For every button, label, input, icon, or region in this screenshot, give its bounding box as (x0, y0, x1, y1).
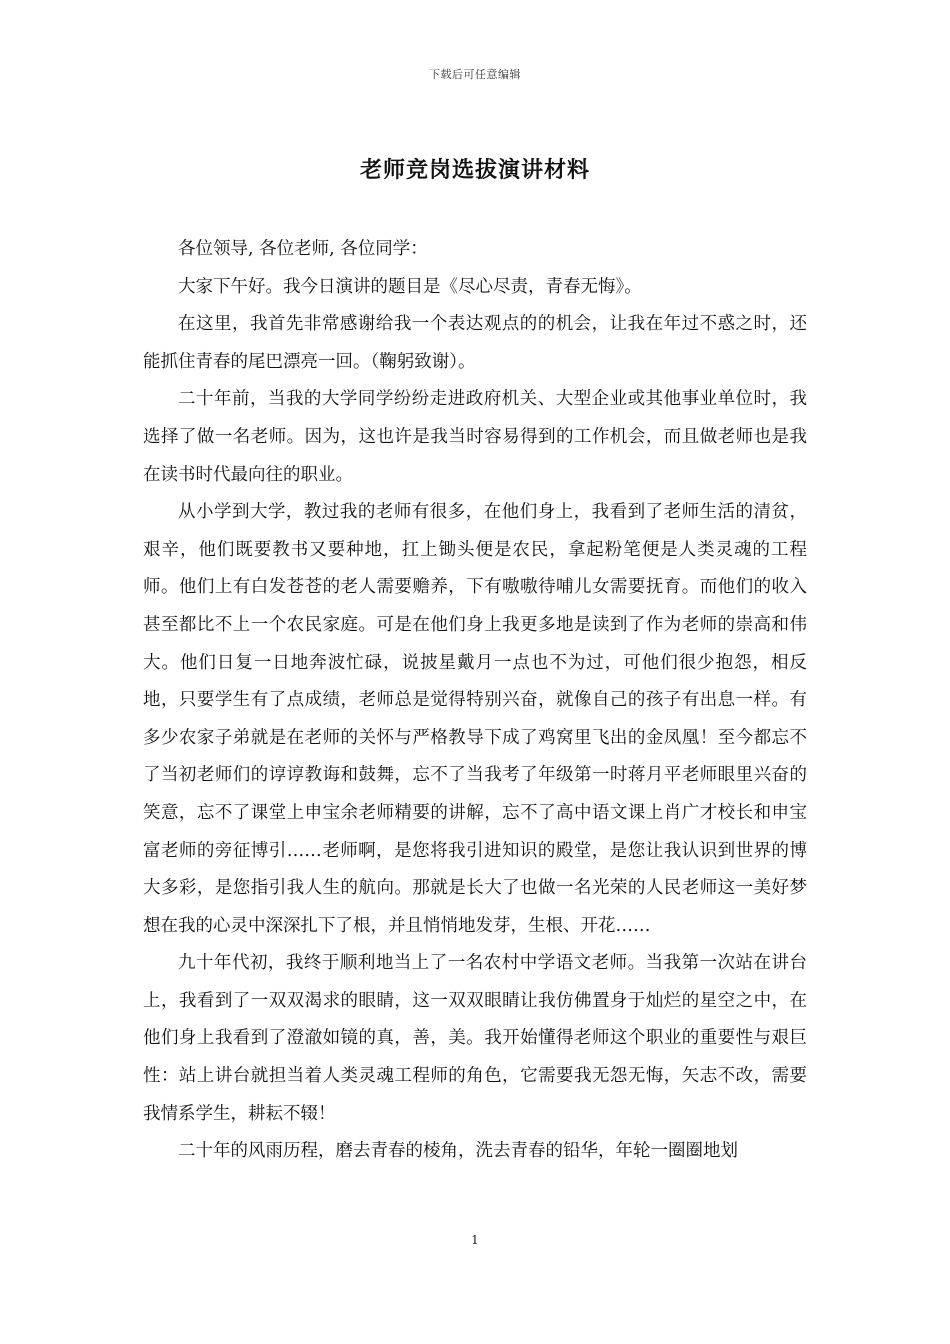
paragraph-first-teaching: 九十年代初，我终于顺利地当上了一名农村中学语文老师。当我第一次站在讲台上，我看到了一双双渴求的眼睛，这一双双眼睛让我仿佛置身于灿烂的星空之中，在他们身上我看到了澄澈如镜的真，善，美。我开始懂得老师这个职业的重要性与艰巨性：站上讲台就担当着人类灵魂工程师的角色，它需要我无怨无悔，矢志不改，需要我情系学生，耕耘不辍！ (143, 953, 807, 1124)
page-number: 1 (471, 1233, 479, 1247)
document-body (143, 231, 807, 1171)
paragraph-twenty-years: 二十年的风雨历程，磨去青春的棱角，洗去青春的铅华，年轮一圈圈地划 (178, 1141, 738, 1162)
document-title: 老师竞岗选拔演讲材料 (359, 157, 590, 183)
paragraph-career-choice: 二十年前，当我的大学同学纷纷走进政府机关、大型企业或其他事业单位时，我选择了做一名老师。因为，这也许是我当时容易得到的工作机会，而且做老师也是我在读书时代最向往的职业。 (143, 389, 807, 485)
paragraph-opening: 大家下午好。我今日演讲的题目是《尽心尽责，青春无悔》。 (178, 276, 642, 297)
paragraph-thanks: 在这里，我首先非常感谢给我一个表达观点的的机会，让我在年过不惑之时，还能抓住青春的尾巴漂亮一回。（鞠躬致谢）。 (143, 314, 807, 372)
paragraph-teachers-memory: 从小学到大学，教过我的老师有很多，在他们身上，我看到了老师生活的清贫，艰辛，他们既要教书又要种地，扛上锄头便是农民，拿起粉笔便是人类灵魂的工程师。他们上有白发苍苍的老人需要赡养，下有嗷嗷待哺儿女需要抚育。而他们的收入甚至都比不上一个农民家庭。可是在他们身上我更多地是读到了作为老师的崇高和伟大。他们日复一日地奔波忙碌，说披星戴月一点也不为过，可他们很少抱怨，相反地，只要学生有了点成绩，老师总是觉得特别兴奋，就像自己的孩子有出息一样。有多少农家子弟就是在老师的关怀与严格教导下成了鸡窝里飞出的金凤凰！至今都忘不了当初老师们的谆谆教诲和鼓舞，忘不了当我考了年级第一时蒋月平老师眼里兴奋的笑意，忘不了课堂上申宝余老师精要的讲解，忘不了高中语文课上肖广才校长和申宝富老师的旁征博引……老师啊，是您将我引进知识的殿堂，是您让我认识到世界的博大多彩，是您指引我人生的航向。那就是长大了也做一名光荣的人民老师这一美好梦想在我的心灵中深深扎下了根，并且悄悄地发芽，生根、开花…… (143, 502, 807, 936)
header-note: 下载后可任意编辑 (429, 68, 521, 81)
paragraph-greeting: 各位领导, 各位老师, 各位同学： (178, 239, 428, 259)
